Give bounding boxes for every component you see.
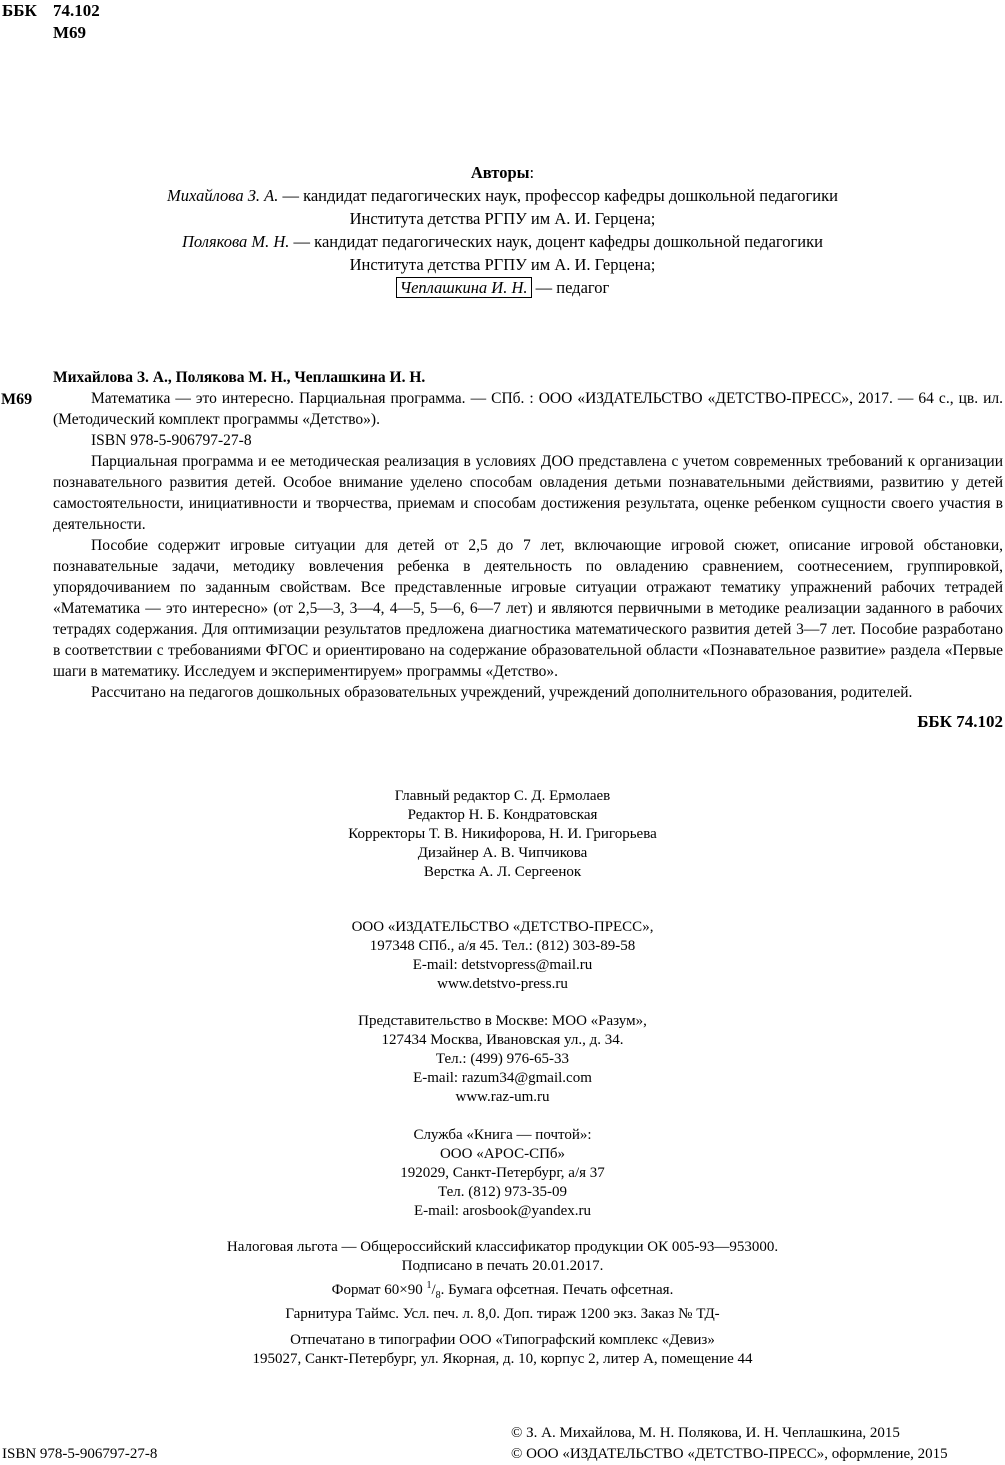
printing-house-line: Отпечатано в типографии ООО «Типографский комплекс «Девиз» bbox=[290, 1332, 715, 1348]
publisher-website: www.detstvo-press.ru bbox=[437, 976, 568, 992]
typeface-line: Гарнитура Таймс. Усл. печ. л. 8,0. Доп. тираж 1200 экз. Заказ № ТД- bbox=[285, 1306, 720, 1322]
author-name: Полякова М. Н. bbox=[182, 232, 290, 251]
mail-order-info bbox=[0, 1126, 1005, 1221]
bbk-index bbox=[2, 0, 100, 42]
annotation-paragraph: Рассчитано на педагогов дошкольных образовательных учреждений, учреждений дополнительного образования, родителей. bbox=[91, 684, 913, 701]
signed-line: Подписано в печать 20.01.2017. bbox=[401, 1258, 604, 1274]
tax-line: Налоговая льгота — Общероссийский классификатор продукции ОК 005-93—953000. bbox=[226, 1239, 779, 1255]
moscow-email: E-mail: razum34@gmail.com bbox=[413, 1070, 592, 1086]
credit-line: Главный редактор С. Д. Ермолаев bbox=[394, 788, 611, 804]
mail-order-line: 192029, Санкт-Петербург, а/я 37 bbox=[400, 1165, 605, 1181]
author-affiliation: Института детства РГПУ им А. И. Герцена; bbox=[349, 255, 656, 274]
biblio-authors: Михайлова З. А., Полякова М. Н., Чеплашкина И. Н. bbox=[53, 369, 426, 386]
bbk-code: 74.102 bbox=[53, 1, 100, 20]
annotation-paragraph: Пособие содержит игровые ситуации для детей от 2,5 до 7 лет, включающие игровой сюжет, описание игровой обстановки, познавательные задачи, методику вовлечения ребенка в деятельность по овладению сравнением, соотнесением, группировкой, упорядочиванием по заданным свойствам. Все представленные игровые ситуации отражают тематику упражнений рабочих тетрадей «Математика — это интересно» (от 2,5—3, 3—4, 4—5, 5—6, 6—7 лет) и являются первичными в методике реализации заданного в рабочих тетрадях содержания. Для оптимизации результатов предложена диагностика математического развития детей 3—7 лет. Пособие разработано в соответствии с требованиями ФГОС и ориентировано на содержание образовательной области «Познавательное развитие» раздела «Первые шаги в математику. Исследуем и экспериментируем» программы «Детство». bbox=[53, 537, 1003, 680]
author-affiliation: Института детства РГПУ им А. И. Герцена; bbox=[349, 209, 656, 228]
moscow-phone: Тел.: (499) 976-65-33 bbox=[435, 1051, 570, 1067]
biblio-mark: М69 bbox=[1, 391, 33, 408]
printing-house-address: 195027, Санкт-Петербург, ул. Якорная, д. 10, корпус 2, литер А, помещение 44 bbox=[252, 1351, 753, 1367]
biblio-isbn: ISBN 978-5-906797-27-8 bbox=[91, 432, 252, 449]
mail-order-line: ООО «АРОС-СПб» bbox=[439, 1146, 566, 1162]
publisher-email: E-mail: detstvopress@mail.ru bbox=[412, 957, 593, 973]
editorial-credits bbox=[0, 787, 1005, 882]
moscow-office-info bbox=[0, 1012, 1005, 1107]
printing-house-info bbox=[0, 1331, 1005, 1369]
footer-isbn: ISBN 978-5-906797-27-8 bbox=[2, 1446, 158, 1462]
moscow-line: 127434 Москва, Ивановская ул., д. 34. bbox=[381, 1032, 624, 1048]
format-line: Формат 60×90 $^1/_8$. Бумага офсетная. Печать офсетная. bbox=[331, 1280, 674, 1301]
author-entry: Полякова М. Н. — кандидат педагогических наук, доцент кафедры дошкольной педагогики bbox=[182, 232, 823, 251]
mail-order-email: E-mail: arosbook@yandex.ru bbox=[413, 1203, 592, 1219]
author-mark: М69 bbox=[53, 23, 87, 42]
moscow-website: www.raz-um.ru bbox=[455, 1089, 550, 1105]
credit-line: Редактор Н. Б. Кондратовская bbox=[407, 807, 598, 823]
publisher-line: ООО «ИЗДАТЕЛЬСТВО «ДЕТСТВО-ПРЕСС», bbox=[351, 919, 654, 935]
annotation-paragraph: Парциальная программа и ее методическая реализация в условиях ДОО представлена с учетом современных требований к организации познавательного развития детей. Особое внимание уделено способам овладения детьми познавательными действиями, развитию у детей самостоятельности, инициативности и творчества, приемам и способам достижения результата, оценке ребенком сущности своего участия в деятельности. bbox=[53, 453, 1003, 533]
copyright-line: © ООО «ИЗДАТЕЛЬСТВО «ДЕТСТВО-ПРЕСС», оформление, 2015 bbox=[511, 1446, 948, 1462]
print-info bbox=[0, 1238, 1005, 1324]
moscow-line: Представительство в Москве: МОО «Разум», bbox=[358, 1013, 647, 1029]
author-entry: Чеплашкина И. Н. — педагог bbox=[100, 276, 905, 299]
credit-line: Дизайнер А. В. Чипчикова bbox=[417, 845, 588, 861]
author-name: Михайлова З. А. bbox=[167, 186, 279, 205]
credit-line: Верстка А. Л. Сергеенок bbox=[423, 864, 582, 880]
mail-order-phone: Тел. (812) 973-35-09 bbox=[438, 1184, 567, 1200]
publisher-info bbox=[0, 918, 1005, 994]
mail-order-line: Служба «Книга — почтой»: bbox=[413, 1127, 592, 1143]
bbk-label: ББК bbox=[2, 1, 37, 20]
bbk-bottom: ББК 74.102 bbox=[917, 712, 1003, 731]
author-name-boxed: Чеплашкина И. Н. bbox=[396, 277, 532, 298]
copyright-block bbox=[511, 1423, 948, 1465]
authors-heading: Авторы: bbox=[470, 163, 535, 182]
author-entry: Михайлова З. А. — кандидат педагогических наук, профессор кафедры дошкольной педагогики bbox=[167, 186, 838, 205]
bibliographic-description bbox=[1, 367, 1003, 703]
credit-line: Корректоры Т. В. Никифорова, Н. И. Григорьева bbox=[348, 826, 657, 842]
copyright-line: © З. А. Михайлова, М. Н. Полякова, И. Н. Чеплашкина, 2015 bbox=[511, 1425, 900, 1441]
publisher-line: 197348 СПб., а/я 45. Тел.: (812) 303-89-58 bbox=[369, 938, 636, 954]
authors-block bbox=[100, 161, 905, 299]
biblio-title: Математика — это интересно. Парциальная программа. — СПб. : ООО «ИЗДАТЕЛЬСТВО «ДЕТСТВО-ПРЕСС», 2017. — 64 с., цв. ил. (Методический комплект программы «Детство»). bbox=[53, 390, 1003, 428]
